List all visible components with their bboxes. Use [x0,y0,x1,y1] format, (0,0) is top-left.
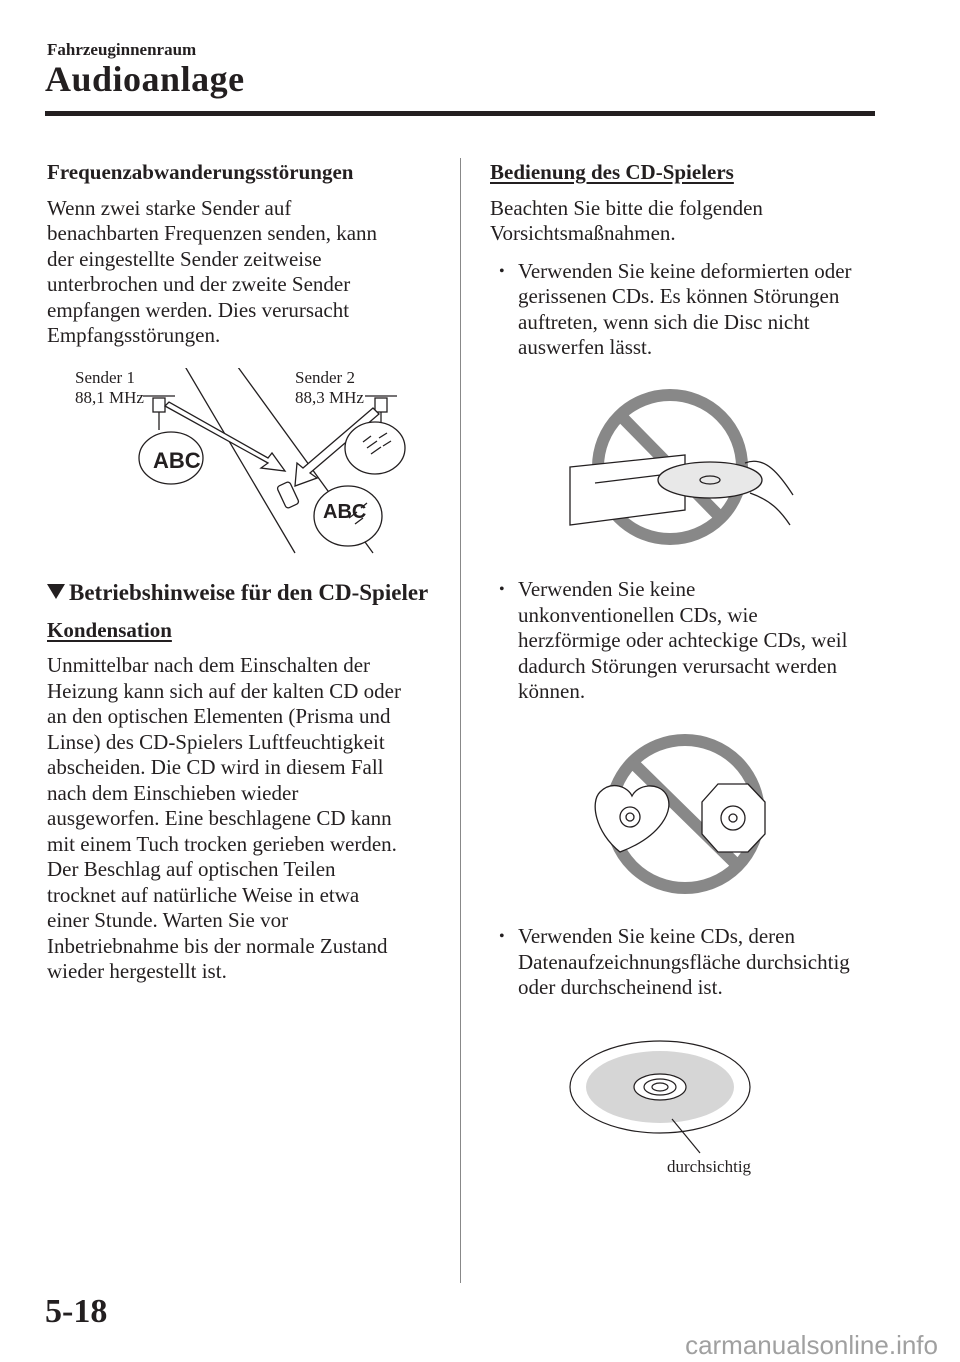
header-rule [45,111,875,116]
cd-operation-heading: Bedienung des CD-Spielers [490,160,734,184]
column-divider [460,158,461,1283]
drift-text-line: Empfangsstörungen. [47,323,221,347]
abc-text-1: ABC [153,448,201,473]
kondensation-line: abscheiden. Die CD wird in diesem Fall [47,755,384,779]
drift-heading: Frequenzabwanderungsstörungen [47,160,354,184]
bullet-line: Verwenden Sie keine [518,577,696,601]
kondensation-line: Heizung kann sich auf der kalten CD oder [47,678,401,703]
bullet-line: auswerfen lässt. [518,335,653,359]
sender2-label: Sender 2 [295,368,355,387]
right-column-bullet2 [490,577,890,705]
transparent-label: durchsichtig [667,1157,752,1176]
bullet-line: können. [518,679,586,703]
left-column [47,160,447,349]
cd-section-heading: Betriebshinweise für den CD-Spieler [47,580,447,606]
triangle-marker-icon [47,584,65,599]
page-number: 5-18 [45,1293,108,1330]
left-column-lower [47,580,447,985]
abc-text-2: ABC [323,501,367,523]
bullet-line: Verwenden Sie keine CDs, deren [518,924,795,948]
kondensation-line: mit einem Tuch trocken gerieben werden. [47,831,397,856]
kondensation-line: Inbetriebnahme bis der normale Zustand [47,933,388,958]
bullet-line: Verwenden Sie keine deformierten oder [518,258,852,283]
kondensation-line: Unmittelbar nach dem Einschalten der [47,653,371,677]
kondensation-line: einer Stunde. Warten Sie vor [47,908,289,932]
drift-text-line: empfangen werden. Dies verursacht [47,297,350,322]
frequency-drift-figure [73,368,413,568]
sender1-frequency: 88,1 MHz [75,388,144,407]
no-cracked-cd-figure [565,385,795,545]
bullet-line: gerissenen CDs. Es können Störungen [518,284,840,308]
drift-text-line: der eingestellte Sender zeitweise [47,246,322,271]
drift-text-line: benachbarten Frequenzen senden, kann [47,221,378,245]
kondensation-line: Linse) des CD-Spielers Luftfeuchtigkeit [47,729,385,754]
drift-text-line: Wenn zwei starke Sender auf [47,195,292,220]
bullet-line: dadurch Störungen verursacht werden [518,653,837,678]
kondensation-heading: Kondensation [47,617,172,642]
kondensation-line: Der Beschlag auf optischen Teilen [47,857,336,881]
right-column [490,160,890,361]
transparent-cd-figure [560,1035,770,1160]
section-label: Fahrzeuginnenraum [47,40,197,59]
watermark: carmanualsonline.info [685,1330,938,1360]
bullet-unconventional-cds [490,577,890,705]
kondensation-line: ausgeworfen. Eine beschlagene CD kann [47,806,392,830]
bullet-deformed-cds [490,259,890,361]
bullet-line: Datenaufzeichnungsfläche durchsichtig [518,949,850,974]
bullet-dot-icon: • [499,262,505,280]
no-shaped-cd-figure [590,732,780,897]
bullet-line: unkonventionellen CDs, wie [518,602,758,627]
sender2-frequency: 88,3 MHz [295,388,364,407]
drift-text-line: unterbrochen und der zweite Sender [47,272,351,296]
sender1-label: Sender 1 [75,368,135,387]
kondensation-line: an den optischen Elementen (Prisma und [47,704,391,728]
bullet-line: herzförmige oder achteckige CDs, weil [518,628,848,652]
kondensation-line: trocknet auf natürliche Weise in etwa [47,882,360,907]
frequency-drift-drawing [73,368,413,568]
bullet-dot-icon: • [499,928,505,945]
intro-line: Vorsichtsmaßnahmen. [490,221,676,245]
bullet-line: oder durchscheinend ist. [518,975,723,999]
bullet-line: auftreten, wenn sich die Disc nicht [518,309,810,334]
kondensation-line: wieder hergestellt ist. [47,959,227,983]
bullet-dot-icon: • [499,581,505,598]
intro-line: Beachten Sie bitte die folgenden [490,195,763,220]
right-column-bullet3 [490,924,890,1001]
chapter-title: Audioanlage [45,59,245,99]
kondensation-line: nach dem Einschieben wieder [47,780,299,805]
bullet-transparent-cds [490,924,890,1001]
